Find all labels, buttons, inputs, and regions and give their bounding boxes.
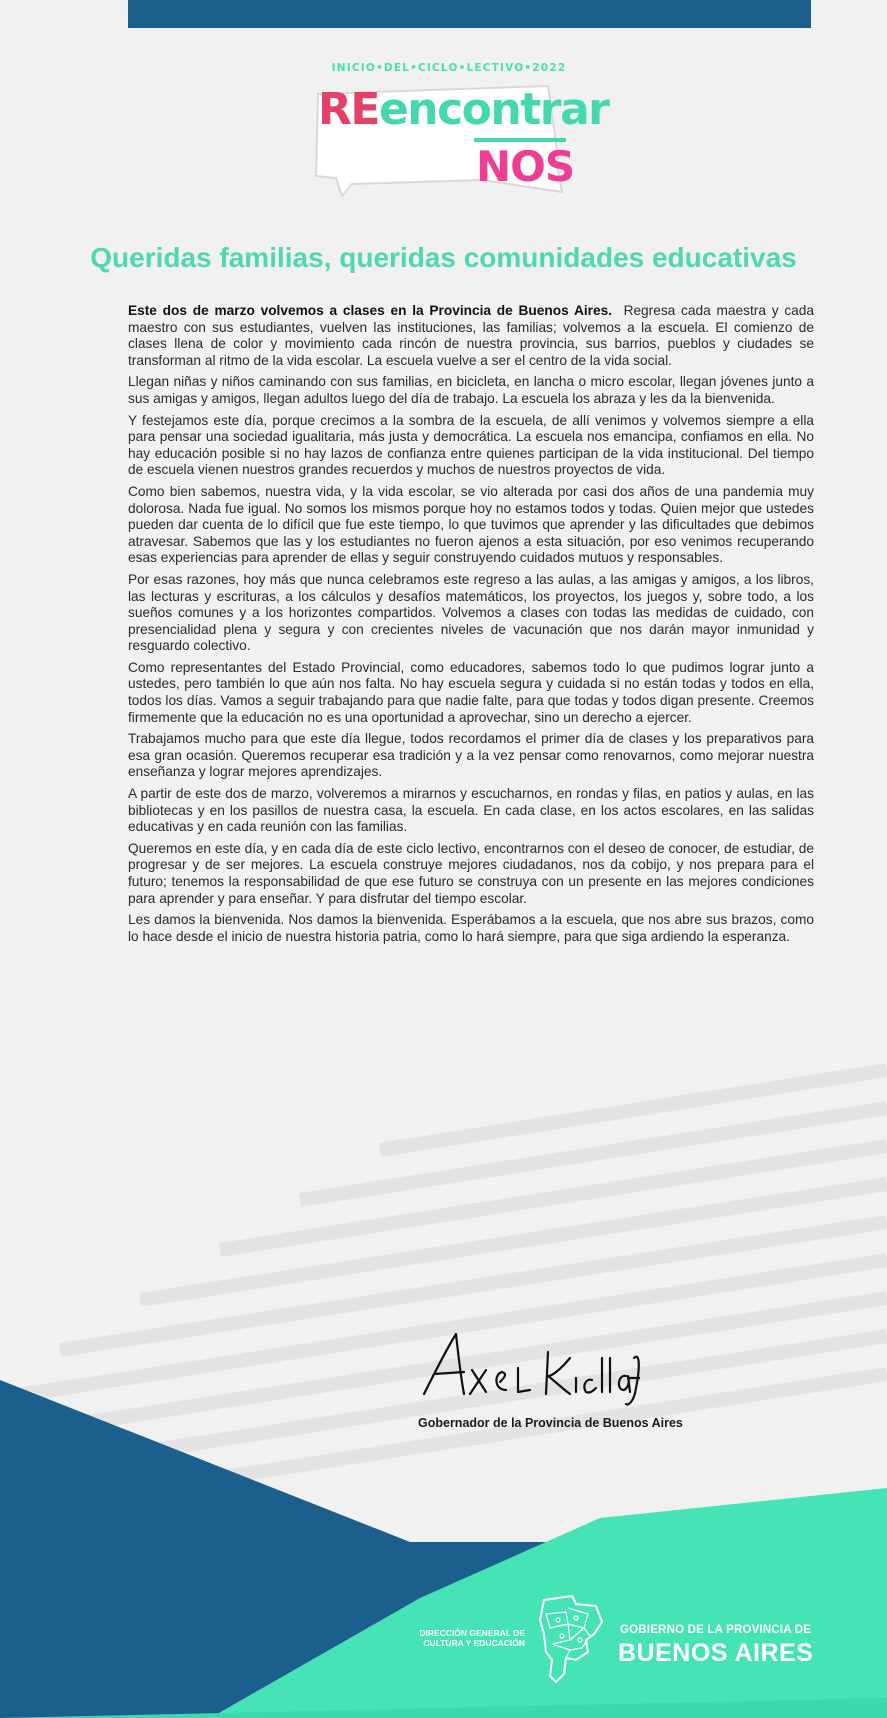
top-banner-bar xyxy=(128,0,811,28)
reencontrarnos-logo xyxy=(300,58,609,218)
footer-direccion: DIRECCIÓN GENERAL DE CULTURA Y EDUCACIÓN xyxy=(419,1628,525,1648)
letter-paragraph-2: Llegan niñas y niños caminando con sus familias, en bicicleta, en lancha o micro escolar, llegan jóvenes junto a sus amigas y amigos, llegan adultos luego del día de trabajo. La escuela los abraza y les da la bienvenida. xyxy=(128,374,814,406)
footer-gobierno: GOBIERNO DE LA PROVINCIA DE xyxy=(620,1624,812,1636)
logo-subtitle: INICIO•DEL•CICLO•LECTIVO•2022 xyxy=(331,62,567,74)
letter-paragraph-9: Queremos en este día, y en cada día de este ciclo lectivo, encontrarnos con el deseo de conocer, de estudiar, de progresar y de ser mejores. La escuela construye mejores ciudadanos, nos da cobijo, y nos prepara para el futuro; tenemos la responsabilidad de que ese futuro se construya con un presente en las mejores condiciones para aprender y para enseñar. Y para disfrutar del tiempo escolar. xyxy=(128,840,814,906)
letter-paragraph-7: Trabajamos mucho para que este día llegue, todos recordamos el primer día de clases y los preparativos para esa gran ocasión. Queremos recuperar esa tradición y a la vez pensar como renovarnos, como mejorar nuestra enseñanza y lograr mejores aprendizajes. xyxy=(128,731,814,780)
logo-title xyxy=(318,84,609,135)
letter-paragraph-8: A partir de este dos de marzo, volveremos a mirarnos y escucharnos, en rondas y filas, en patios y aulas, en las bibliotecas y en los pasillos de nuestra casa, la escuela. En cada clase, en los actos escolares, en las salidas educativas y en cada reunión con las familias. xyxy=(128,786,814,835)
letter-lead: Este dos de marzo volvemos a clases en la Provincia de Buenos Aires. xyxy=(128,303,613,318)
footer-buenos-aires: BUENOS AIRES xyxy=(618,1639,814,1667)
letter-paragraph-1-text: Regresa cada maestra y cada maestro con sus estudiantes, vuelven las instituciones, las familias; volvemos a la escuela. El comienzo de clases llena de color y movimiento cada rincón de nuestra provincia, sus barrios, pueblos y ciudades se transforman al ritmo de la vida escolar. La escuela vuelve a ser el centro de la vida social. xyxy=(128,303,814,368)
page-title: Queridas familias, queridas comunidades educativas xyxy=(90,242,797,273)
letter-paragraph-6: Como representantes del Estado Provincial, como educadores, sabemos todo lo que pudimos lograr junto a ustedes, pero también lo que aún nos falta. No hay escuela segura y cuidada si no están todas y todos en ella, todos los días. Vamos a seguir trabajando para que nadie falte, para que todas y todos digan presente. Creemos firmemente que la educación no es una oportunidad a aprovechar, sino un derecho a ejercer. xyxy=(128,659,814,725)
logo-encontrar: encontrar xyxy=(378,84,609,135)
letter-paragraph-4: Como bien sabemos, nuestra vida, y la vida escolar, se vio alterada por casi dos años de una pandemia muy dolorosa. Nada fue igual. No somos los mismos porque hoy no estamos todos y todas. Quien mejor que ustedes pueden dar cuenta de lo difícil que fue este tiempo, lo que tuvimos que aprender y las dificultades que debimos atravesar. Sabemos que las y los estudiantes no fueron ajenos a esta situación, por eso venimos recuperando esas experiencias para aprender de ellas y seguir construyendo cuidados mutuos y responsables. xyxy=(128,483,814,566)
logo-nos: NOS xyxy=(476,142,575,191)
logo-re: RE xyxy=(318,84,379,135)
letter-paragraph-1 xyxy=(128,303,814,369)
letter-paragraph-3: Y festejamos este día, porque crecimos a la sombra de la escuela, de allí venimos y volvemos siempre a ella para pensar una sociedad igualitaria, más justa y democrática. La escuela nos emancipa, confiamos en ella. No hay educación posible si no hay lazos de confianza entre quienes participan de la vida institucional. Del tiempo de escuela vienen nuestros grandes recuerdos y muchos de nuestros proyectos de vida. xyxy=(128,412,814,478)
letter-paragraph-5: Por esas razones, hoy más que nunca celebramos este regreso a las aulas, a las amigas y amigos, a los libros, las lecturas y escrituras, a los cálculos y desafíos matemáticos, los proyectos, los juegos y, sobre todo, a los sueños comunes y a los horizontes compartidos. Volvemos a clases con todas las medidas de cuidado, con presencialidad plena y segura y con crecientes niveles de vacunación que nos darán mayor inmunidad y resguardo colectivo. xyxy=(128,571,814,654)
signer-title: Gobernador de la Provincia de Buenos Aires xyxy=(418,1416,683,1430)
province-map-icon xyxy=(536,1594,606,1686)
letter-body xyxy=(128,303,814,950)
letter-paragraph-10: Les damos la bienvenida. Nos damos la bienvenida. Esperábamos a la escuela, que nos abre sus brazos, como lo hace desde el inicio de nuestra historia patria, como lo hará siempre, para que siga ardiendo la esperanza. xyxy=(128,912,814,944)
